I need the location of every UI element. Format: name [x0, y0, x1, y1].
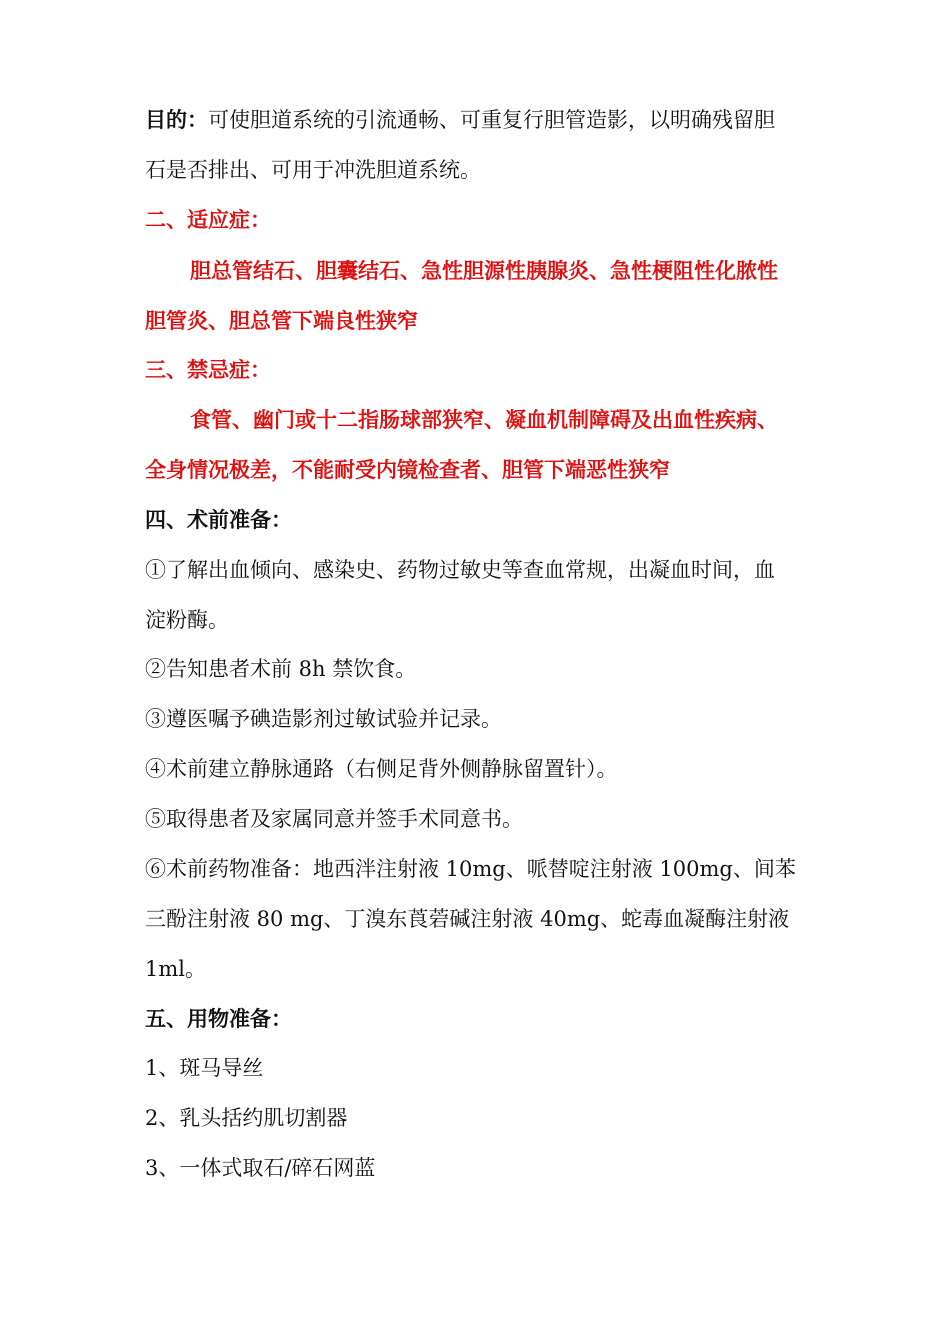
purpose-text: 可使胆道系统的引流通畅、可重复行胆管造影，以明确残留胆 [208, 108, 775, 132]
supplies-heading: 五、用物准备： [145, 1006, 292, 1031]
preop-item-2: ②告知患者术前 8h 禁饮食。 [145, 657, 417, 681]
supplies-item: 1、斑马导丝 [145, 1056, 264, 1080]
preop-item-1-line-1: ①了解出血倾向、感染史、药物过敏史等查血常规，出凝血时间，血 [145, 558, 775, 582]
preop-item-6-line-1: ⑥术前药物准备：地西泮注射液 10mg、哌替啶注射液 100mg、间苯 [145, 857, 796, 881]
contraindications-line-1: 食管、幽门或十二指肠球部狭窄、凝血机制障碍及出血性疾病、 [190, 407, 778, 432]
contraindications-line-2: 全身情况极差，不能耐受内镜检查者、胆管下端恶性狭窄 [145, 457, 670, 482]
preop-item-1-line-2: 淀粉酶。 [145, 608, 229, 632]
indications-line-2: 胆管炎、胆总管下端良性狭窄 [145, 308, 418, 333]
preop-item-5: ⑤取得患者及家属同意并签手术同意书。 [145, 807, 523, 831]
contraindications-heading: 三、禁忌症： [145, 357, 271, 382]
preop-item-6-line-2: 三酚注射液 80 mg、丁溴东莨菪碱注射液 40mg、蛇毒血凝酶注射液 [145, 907, 790, 931]
preop-item-4: ④术前建立静脉通路（右侧足背外侧静脉留置针）。 [145, 757, 618, 781]
preop-heading: 四、术前准备： [145, 507, 292, 532]
purpose-line-1 [145, 105, 775, 135]
preop-item-6-line-3: 1ml。 [145, 957, 206, 981]
supplies-item: 2、乳头括约肌切割器 [145, 1106, 348, 1130]
supplies-item: 3、一体式取石/碎石网蓝 [145, 1156, 376, 1180]
indications-line-1: 胆总管结石、胆囊结石、急性胆源性胰腺炎、急性梗阻性化脓性 [190, 258, 778, 283]
preop-item-3: ③遵医嘱予碘造影剂过敏试验并记录。 [145, 707, 502, 731]
purpose-label: 目的： [145, 107, 208, 132]
indications-heading: 二、适应症： [145, 207, 271, 232]
purpose-line-2: 石是否排出、可用于冲洗胆道系统。 [145, 158, 481, 182]
